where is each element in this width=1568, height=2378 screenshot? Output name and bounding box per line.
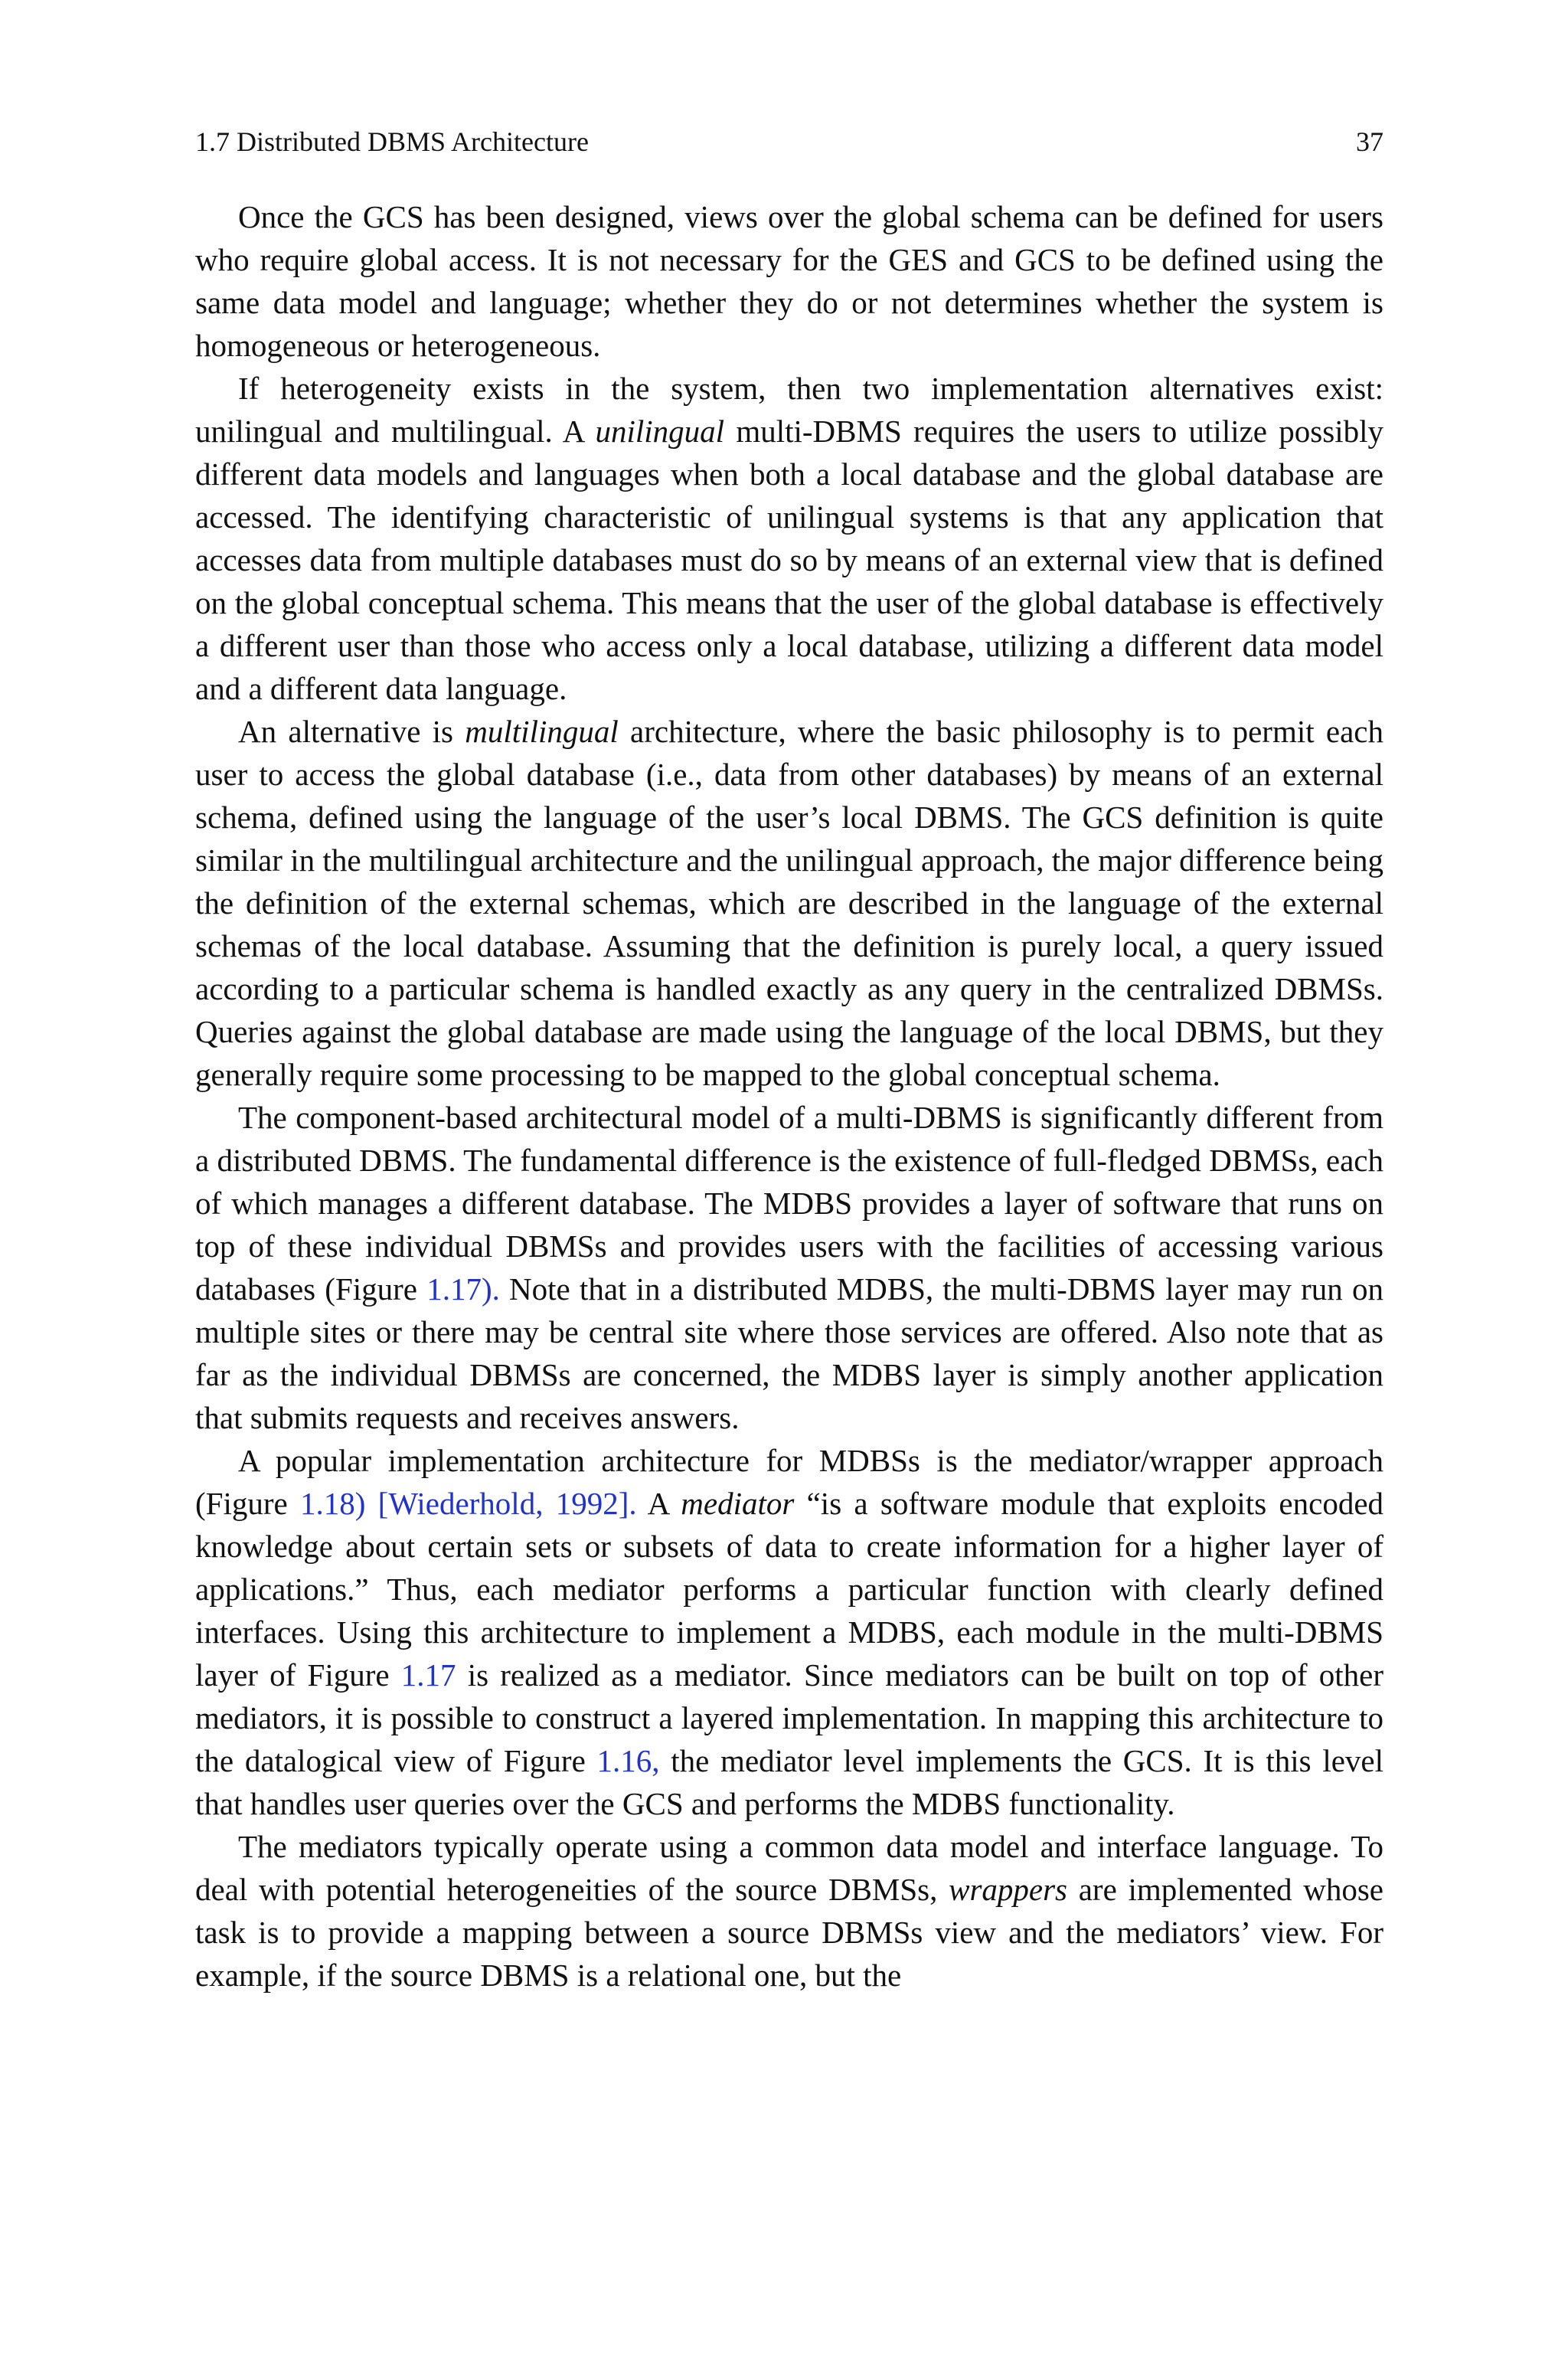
- paragraph-2-text-b: multi-DBMS requires the users to utilize possibly different data models and languages when both a local database and the global database are accessed. The identifying characteristic of unilingual systems is that any application that accesses data from multiple databases must do so by means of an external view that is defined on the global conceptual schema. This means that the user of the global database is effectively a different user than those who access only a local database, utilizing a different data model and a different data language.: [195, 414, 1383, 706]
- paragraph-3-text-b: architecture, where the basic philosophy is to permit each user to access the global database (i.e., data from other databases) by means of an external schema, defined using the language of the user’s local DBMS. The GCS definition is quite similar in the multilingual architecture and the unilingual approach, the major difference being the definition of the external schemas, which are described in the language of the external schemas of the local database. Assuming that the definition is purely local, a query issued according to a particular schema is handled exactly as any query in the centralized DBMSs. Queries against the global database are made using the language of the local DBMS, but they generally require some processing to be mapped to the global conceptual schema.: [195, 714, 1383, 1092]
- paragraph-6-text-b: are implemented whose task is to provide a mapping between a source DBMSs view and the mediators’ view. For example, if the source DBMS is a relational one, but the: [195, 1872, 1383, 1993]
- paragraph-4-text-b: Note that in a distributed MDBS, the multi-DBMS layer may run on multiple sites or there may be central site where those services are offered. Also note that as far as the individual DBMSs are concerned, the MDBS layer is simply another application that submits requests and receives answers.: [195, 1271, 1383, 1435]
- paragraph-1-text: Once the GCS has been designed, views over the global schema can be defined for users who require global access. It is not necessary for the GES and GCS to be defined using the same data model and language; whether they do or not determines whether the system is homogeneous or heterogeneous.: [195, 199, 1383, 363]
- figure-1-17-link-2[interactable]: 1.17: [400, 1657, 456, 1693]
- paragraph-5-text-b: A: [636, 1486, 681, 1521]
- term-wrappers: wrappers: [949, 1872, 1068, 1907]
- paragraph-3-text-a: An alternative is: [238, 714, 466, 749]
- paragraph-5: [195, 1439, 1383, 1825]
- running-header: [195, 123, 1383, 161]
- figure-1-18-citation-link[interactable]: 1.18) [Wiederhold, 1992].: [299, 1486, 637, 1521]
- paragraph-1: [195, 195, 1383, 367]
- body-text: [195, 195, 1383, 1997]
- term-unilingual: unilingual: [595, 414, 725, 449]
- page-number: 37: [1356, 126, 1383, 157]
- paragraph-4-text-a: The component-based architectural model of a multi-DBMS is significantly different from a distributed DBMS. The fundamental difference is the existence of full-fledged DBMSs, each of which manages a different database. The MDBS provides a layer of software that runs on top of these individual DBMSs and provides users with the facilities of accessing various databases (Figure: [195, 1100, 1383, 1307]
- paragraph-6: [195, 1825, 1383, 1997]
- paragraph-2-text-a: If heterogeneity exists in the system, then two implementation alternatives exist: unilingual and multilingual. A: [195, 371, 1383, 449]
- paragraph-6-text-a: The mediators typically operate using a common data model and interface language. To deal with potential heterogeneities of the source DBMSs,: [195, 1829, 1383, 1907]
- paragraph-5-text-c: “is a software module that exploits encoded knowledge about certain sets or subsets of data to create information for a higher layer of applications.” Thus, each mediator performs a particular function with clearly defined interfaces. Using this architecture to implement a MDBS, each module in the multi-DBMS layer of Figure: [195, 1486, 1384, 1693]
- section-title: 1.7 Distributed DBMS Architecture: [195, 126, 589, 157]
- paragraph-5-text-a: A popular implementation architecture for MDBSs is the mediator/wrapper approach (Figure: [195, 1443, 1383, 1521]
- paragraph-3: [195, 710, 1383, 1096]
- figure-1-16-link[interactable]: 1.16,: [596, 1743, 660, 1778]
- paragraph-2: [195, 367, 1383, 710]
- paragraph-5-text-e: the mediator level implements the GCS. It is this level that handles user queries over the GCS and performs the MDBS functionality.: [195, 1743, 1384, 1821]
- paragraph-5-text-d: is realized as a mediator. Since mediators can be built on top of other mediators, it is possible to construct a layered implementation. In mapping this architecture to the datalogical view of Figure: [195, 1657, 1383, 1778]
- term-mediator: mediator: [681, 1486, 795, 1521]
- paragraph-4: [195, 1096, 1383, 1439]
- term-multilingual: multilingual: [465, 714, 619, 749]
- figure-1-17-link[interactable]: 1.17).: [426, 1271, 500, 1307]
